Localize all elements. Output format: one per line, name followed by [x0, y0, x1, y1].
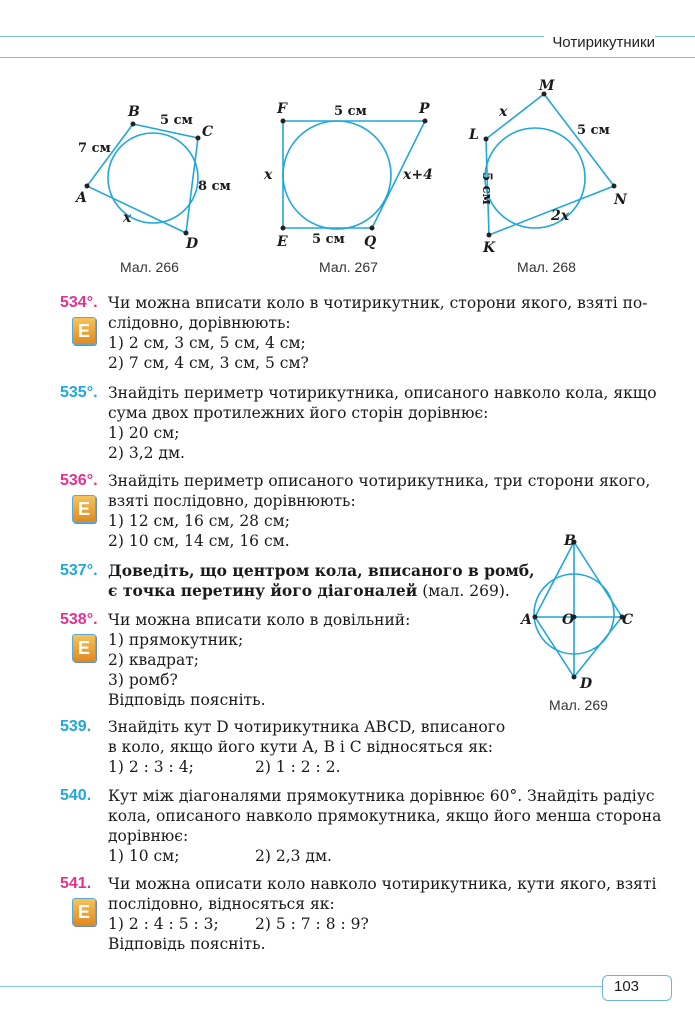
label-c: C — [202, 124, 214, 140]
label-d: D — [186, 236, 199, 250]
label-e: E — [277, 234, 288, 250]
side-lm: x — [499, 104, 508, 120]
label-m: M — [539, 78, 555, 94]
figure-266 — [70, 100, 250, 250]
side-ad: x — [123, 210, 132, 226]
problem-536: 536°. E Знайдіть периметр описаного чотирикутника, три сторони якого, взяті послідовно, дорівнюють: 1) 12 см, 16 см, 28 см; 2) 10 см, 14 см, 16 см. — [60, 472, 651, 550]
label-c: C — [622, 612, 634, 628]
caption-266: Мал. 266 — [120, 259, 179, 275]
label-q: Q — [364, 234, 377, 250]
problem-538: 538°. E Чи можна вписати коло в довільний: 1) прямокутник; 2) квадрат; 3) ромб? Відповідь поясніть. — [60, 611, 411, 709]
label-f: F — [277, 101, 287, 117]
figure-269 — [518, 528, 638, 698]
e-badge-icon: E — [72, 495, 96, 523]
figure-267 — [260, 95, 450, 255]
label-b: B — [564, 533, 576, 549]
label-a: A — [521, 612, 532, 628]
problem-541: 541. E Чи можна описати коло навколо чотирикутника, кути якого, взяті послідовно, відносяться як: 1) 2 : 4 : 5 : 3; 2) 5 : 7 : 8 : 9? Відповідь поясніть. — [60, 875, 657, 953]
side-pq: x+4 — [403, 167, 433, 183]
caption-268: Мал. 268 — [517, 259, 576, 275]
label-l: L — [469, 127, 479, 143]
side-ab: 7 см — [78, 141, 111, 156]
problem-537: 537°. Доведіть, що центром кола, вписаного в ромб, є точка перетину його діагоналей (мал. 269). — [60, 561, 535, 600]
e-badge-icon: E — [72, 898, 96, 926]
e-badge-icon: E — [72, 317, 96, 345]
side-kn: 2x — [551, 208, 570, 224]
side-mn: 5 см — [577, 123, 610, 138]
header-rule-bottom — [0, 57, 695, 58]
side-cd: 8 см — [198, 179, 231, 194]
label-n: N — [614, 192, 627, 208]
figure-268 — [465, 78, 645, 258]
label-a: A — [76, 190, 87, 206]
chapter-title: Чотирикутники — [544, 34, 655, 51]
incircle — [485, 128, 585, 228]
rhombus-abcd — [535, 542, 622, 677]
side-eq: 5 см — [312, 232, 345, 247]
side-fe: x — [264, 167, 273, 183]
side-bc: 5 см — [160, 113, 193, 128]
side-lk: 5 см — [479, 172, 494, 205]
label-k: K — [483, 240, 496, 256]
problem-540: 540. Кут між діагоналями прямокутника дорівнює 60°. Знайдіть радіус кола, описаного навколо прямокутника, якщо його менша сторона дорівнює: 1) 10 см; 2) 2,3 дм. — [60, 787, 662, 865]
label-b: B — [128, 104, 140, 120]
incircle — [283, 121, 391, 229]
caption-269: Мал. 269 — [549, 697, 608, 713]
label-d: D — [580, 676, 593, 692]
incircle — [108, 133, 198, 223]
caption-267: Мал. 267 — [319, 259, 378, 275]
problem-539: 539. Знайдіть кут D чотирикутника ABCD, вписаного в коло, якщо його кути A, B і C відносяться як: 1) 2 : 3 : 4; 2) 1 : 2 : 2. — [60, 718, 506, 776]
label-o: O — [562, 612, 575, 628]
problem-535: 535°. Знайдіть периметр чотирикутника, описаного навколо кола, якщо сума двох протилежних його сторін дорівнює: 1) 20 см; 2) 3,2 дм. — [60, 384, 657, 462]
page-number: 103 — [614, 978, 640, 995]
side-fp: 5 см — [334, 104, 367, 119]
footer-rule — [0, 986, 602, 987]
label-p: P — [419, 101, 430, 117]
problem-534: 534°. E Чи можна вписати коло в чотирикутник, сторони якого, взяті по- слідовно, дорівнюють: 1) 2 см, 3 см, 5 см, 4 см; 2) 7 см, 4 см, 3 см, 5 см? — [60, 294, 648, 372]
e-badge-icon: E — [72, 634, 96, 662]
